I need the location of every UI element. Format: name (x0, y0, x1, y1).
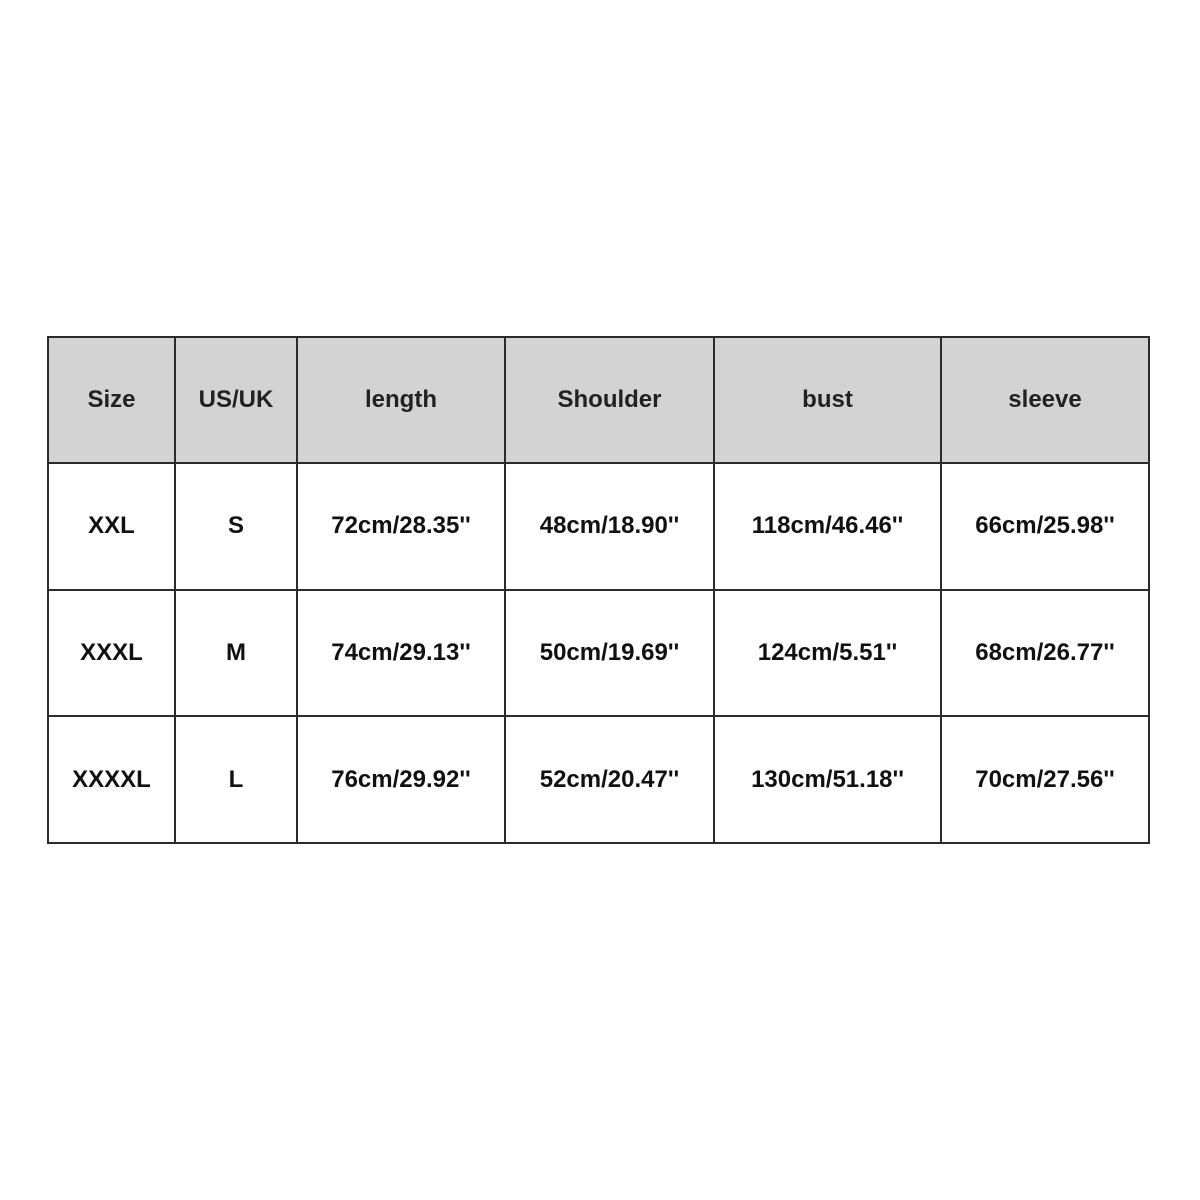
cell-shoulder: 52cm/20.47'' (505, 716, 714, 843)
size-chart-table (47, 336, 1150, 844)
table-row (48, 463, 1149, 590)
table-body (48, 463, 1149, 843)
cell-us-uk: L (175, 716, 297, 843)
cell-length: 72cm/28.35'' (297, 463, 505, 590)
cell-shoulder: 50cm/19.69'' (505, 590, 714, 717)
cell-sleeve: 70cm/27.56'' (941, 716, 1149, 843)
table-header (48, 337, 1149, 463)
cell-us-uk: S (175, 463, 297, 590)
cell-bust: 130cm/51.18'' (714, 716, 941, 843)
cell-length: 76cm/29.92'' (297, 716, 505, 843)
cell-shoulder: 48cm/18.90'' (505, 463, 714, 590)
header-length: length (297, 337, 505, 463)
header-size: Size (48, 337, 175, 463)
header-sleeve: sleeve (941, 337, 1149, 463)
cell-bust: 124cm/5.51'' (714, 590, 941, 717)
cell-sleeve: 66cm/25.98'' (941, 463, 1149, 590)
header-bust: bust (714, 337, 941, 463)
header-shoulder: Shoulder (505, 337, 714, 463)
cell-length: 74cm/29.13'' (297, 590, 505, 717)
table-row (48, 590, 1149, 717)
cell-size: XXXL (48, 590, 175, 717)
header-us-uk: US/UK (175, 337, 297, 463)
cell-sleeve: 68cm/26.77'' (941, 590, 1149, 717)
cell-bust: 118cm/46.46'' (714, 463, 941, 590)
cell-size: XXL (48, 463, 175, 590)
cell-size: XXXXL (48, 716, 175, 843)
table-row (48, 716, 1149, 843)
cell-us-uk: M (175, 590, 297, 717)
header-row (48, 337, 1149, 463)
